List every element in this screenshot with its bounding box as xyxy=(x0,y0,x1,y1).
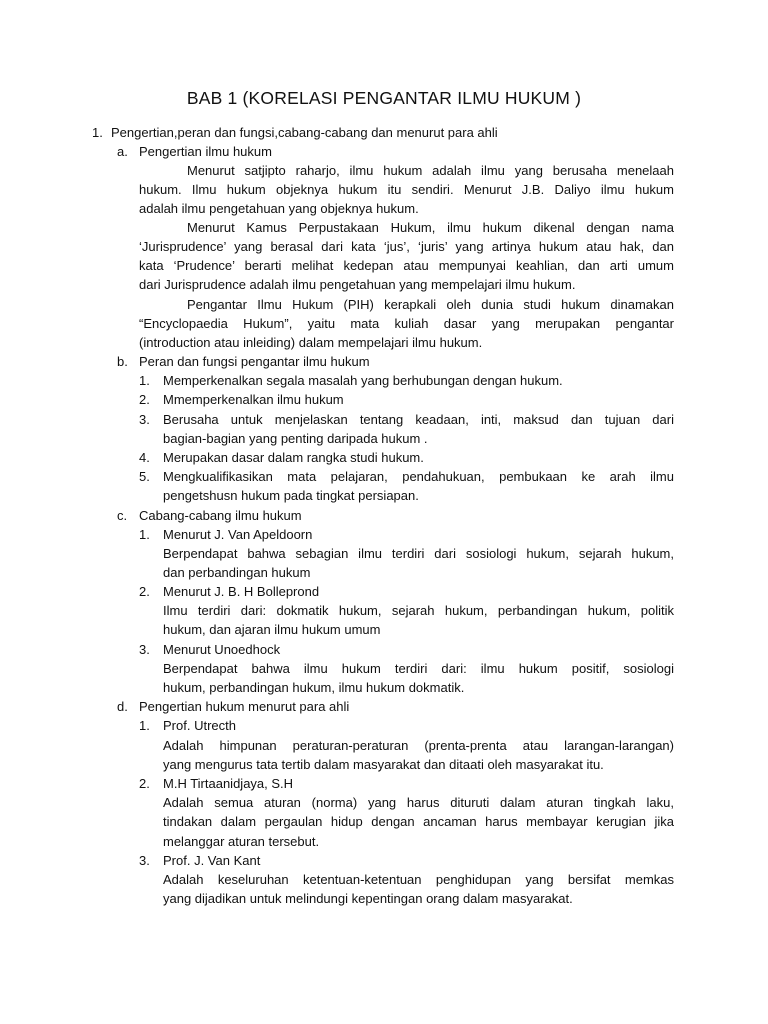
section-c-marker: c. xyxy=(117,508,128,523)
list-item: Mengkualifikasikan mata pelajaran, pendahukuan, pembukaan ke arah ilmu xyxy=(163,469,674,484)
paragraph-line: Pengantar Ilmu Hukum (PIH) kerapkali oleh dunia studi hukum dinamakan xyxy=(187,297,674,312)
list-item-name: Menurut J. B. H Bolleprond xyxy=(163,584,320,599)
list-number: 1. xyxy=(139,718,150,733)
section-a-marker: a. xyxy=(117,144,128,159)
item-heading: Pengertian,peran dan fungsi,cabang-cabang dan menurut para ahli xyxy=(111,125,498,140)
list-item: Memperkenalkan segala masalah yang berhubungan dengan hukum. xyxy=(163,373,563,388)
list-item-text: dan perbandingan hukum xyxy=(163,565,311,580)
list-item-text: hukum, dan ajaran ilmu hukum umum xyxy=(163,622,381,637)
list-item-text: melanggar aturan tersebut. xyxy=(163,834,320,849)
item-number: 1. xyxy=(92,125,103,140)
list-item-text: tindakan dalam pergaulan hidup dengan ancaman harus membayar kerugian jika xyxy=(163,814,674,829)
list-item: Merupakan dasar dalam rangka studi hukum. xyxy=(163,450,424,465)
list-number: 3. xyxy=(139,642,150,657)
list-item-text: Berpendapat bahwa sebagian ilmu terdiri dari sosiologi hukum, sejarah hukum, xyxy=(163,546,674,561)
paragraph-line: adalah ilmu pengetahuan yang objeknya hukum. xyxy=(139,201,419,216)
section-c-heading: Cabang-cabang ilmu hukum xyxy=(139,508,302,523)
list-item-text: Adalah semua aturan (norma) yang harus dituruti dalam aturan tingkah laku, xyxy=(163,795,674,810)
list-item-cont: pengetshusn hukum pada tingkat persiapan. xyxy=(163,488,419,503)
list-number: 2. xyxy=(139,776,150,791)
section-d-marker: d. xyxy=(117,699,128,714)
list-item-text: Adalah himpunan peraturan-peraturan (prenta-prenta atau larangan-larangan) xyxy=(163,738,674,753)
document-title: BAB 1 (KORELASI PENGANTAR ILMU HUKUM ) xyxy=(186,88,582,108)
paragraph-line: hukum. Ilmu hukum objeknya hukum itu sendiri. Menurut J.B. Daliyo ilmu hukum xyxy=(139,182,674,197)
list-item-text: hukum, perbandingan hukum, ilmu hukum dokmatik. xyxy=(163,680,465,695)
list-item-text: yang dijadikan untuk melindungi kepentingan orang dalam masyarakat. xyxy=(163,891,573,906)
list-item: Mmemperkenalkan ilmu hukum xyxy=(163,392,344,407)
list-item-text: yang mengurus tata tertib dalam masyarakat dan ditaati oleh masyarakat itu. xyxy=(163,757,604,772)
list-number: 3. xyxy=(139,412,150,427)
section-a-heading: Pengertian ilmu hukum xyxy=(139,144,272,159)
list-item: Berusaha untuk menjelaskan tentang keadaan, inti, maksud dan tujuan dari xyxy=(163,412,674,427)
list-item-text: Berpendapat bahwa ilmu hukum terdiri dari: ilmu hukum positif, sosiologi xyxy=(163,661,674,676)
list-item-cont: bagian-bagian yang penting daripada hukum . xyxy=(163,431,428,446)
paragraph-line: dari Jurisprudence adalah ilmu pengetahuan yang mempelajari ilmu hukum. xyxy=(139,277,576,292)
section-b-heading: Peran dan fungsi pengantar ilmu hukum xyxy=(139,354,370,369)
list-item-name: Prof. J. Van Kant xyxy=(163,853,261,868)
list-item-name: Menurut J. Van Apeldoorn xyxy=(163,527,313,542)
list-number: 4. xyxy=(139,450,150,465)
paragraph-line: “Encyclopaedia Hukum”, yaitu mata kuliah dasar yang merupakan pengantar xyxy=(139,316,674,331)
list-number: 1. xyxy=(139,527,150,542)
list-item-text: Adalah keseluruhan ketentuan-ketentuan penghidupan yang bersifat memkas xyxy=(163,872,674,887)
paragraph-line: Menurut Kamus Perpustakaan Hukum, ilmu hukum dikenal dengan nama xyxy=(187,220,674,235)
list-number: 2. xyxy=(139,392,150,407)
paragraph-line: ‘Jurisprudence’ yang berasal dari kata ‘jus’, ‘juris’ yang artinya hukum atau hak, dan xyxy=(139,239,674,254)
list-item-text: Ilmu terdiri dari: dokmatik hukum, sejarah hukum, perbandingan hukum, politik xyxy=(163,603,674,618)
list-number: 1. xyxy=(139,373,150,388)
list-item-name: M.H Tirtaanidjaya, S.H xyxy=(163,776,294,791)
paragraph-line: (introduction atau inleiding) dalam mempelajari ilmu hukum. xyxy=(139,335,483,350)
section-b-marker: b. xyxy=(117,354,128,369)
list-item-name: Prof. Utrecth xyxy=(163,718,236,733)
list-number: 3. xyxy=(139,853,150,868)
list-item-name: Menurut Unoedhock xyxy=(163,642,281,657)
list-number: 2. xyxy=(139,584,150,599)
paragraph-line: kata ‘Prudence’ berarti melihat kedepan atau mempunyai keahlian, dan arti umum xyxy=(139,258,674,273)
paragraph-line: Menurut satjipto raharjo, ilmu hukum adalah ilmu yang berusaha menelaah xyxy=(187,163,674,178)
list-number: 5. xyxy=(139,469,150,484)
section-d-heading: Pengertian hukum menurut para ahli xyxy=(139,699,350,714)
